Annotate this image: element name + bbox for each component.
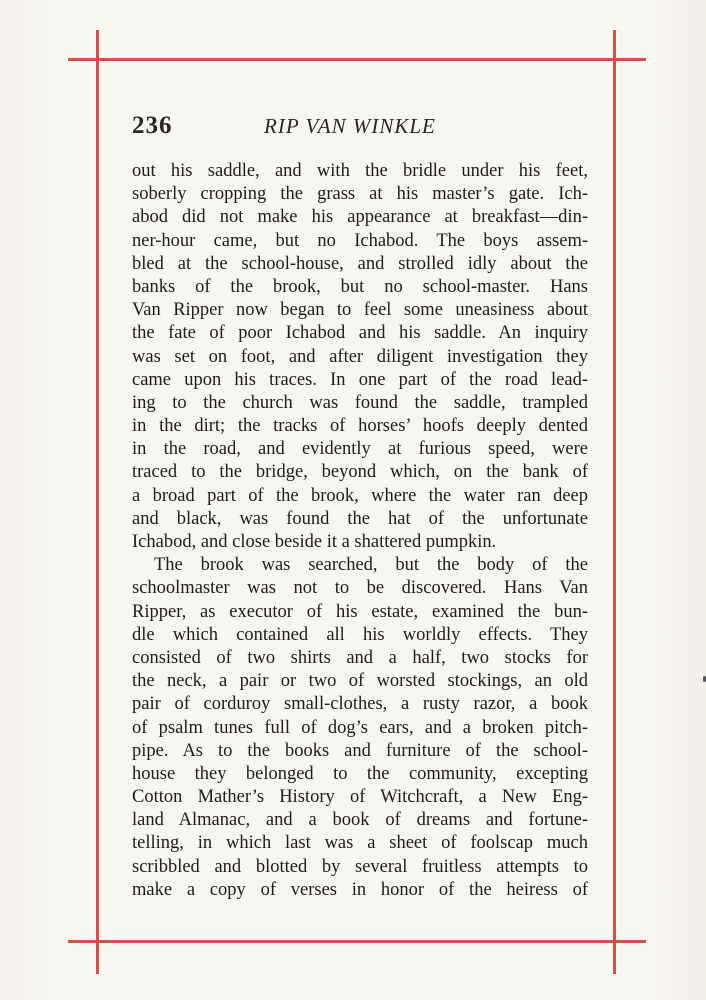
text-line: dle which contained all his worldly effects. They <box>132 624 588 645</box>
text-line: a broad part of the brook, where the water ran deep <box>132 485 588 506</box>
paragraph-2 <box>132 554 588 902</box>
running-title: RIP VAN WINKLE <box>264 114 436 138</box>
text-line: of psalm tunes full of dog’s ears, and a broken pitch- <box>132 717 588 738</box>
left-border-rule <box>96 30 99 974</box>
text-line: Ripper, as executor of his estate, examined the bun- <box>132 601 588 622</box>
text-line: Cotton Mather’s History of Witchcraft, a New Eng- <box>132 787 588 808</box>
text-line: house they belonged to the community, excepting <box>132 763 588 784</box>
text-line: the fate of poor Ichabod and his saddle. An inquiry <box>132 323 588 344</box>
text-line: land Almanac, and a book of dreams and fortune- <box>132 810 588 831</box>
text-line: in the road, and evidently at furious speed, were <box>132 439 588 460</box>
text-line: scribbled and blotted by several fruitless attempts to <box>132 856 588 877</box>
text-line: consisted of two shirts and a half, two stocks for <box>132 647 588 668</box>
text-line: out his saddle, and with the bridle under his feet, <box>132 161 588 181</box>
text-line: Van Ripper now began to feel some uneasiness about <box>132 300 588 321</box>
text-line: traced to the bridge, beyond which, on the bank of <box>132 462 588 483</box>
text-line: Ichabod, and close beside it a shattered pumpkin. <box>132 532 497 552</box>
text-line: pair of corduroy small-clothes, a rusty razor, a book <box>132 694 588 715</box>
text-line: came upon his traces. In one part of the road lead- <box>132 369 588 390</box>
text-line: telling, in which last was a sheet of foolscap much <box>132 833 588 854</box>
body-text <box>132 160 588 902</box>
text-line: ing to the church was found the saddle, trampled <box>132 392 588 413</box>
text-line: The brook was searched, but the body of the <box>154 555 588 576</box>
top-border-rule <box>68 58 646 61</box>
right-border-rule <box>613 30 616 974</box>
page-header <box>132 112 588 142</box>
paragraph-1 <box>132 160 588 554</box>
text-line: pipe. As to the books and furniture of the school- <box>132 740 588 761</box>
text-line: make a copy of verses in honor of the heiress of <box>132 879 588 900</box>
text-line: soberly cropping the grass at his master’s gate. Ich- <box>132 184 588 205</box>
page-number: 236 <box>132 112 173 139</box>
text-line: the neck, a pair or two of worsted stockings, an old <box>132 671 588 692</box>
text-line: bled at the school-house, and strolled idly about the <box>132 253 588 274</box>
text-line: was set on foot, and after diligent investigation they <box>132 346 588 367</box>
text-line: banks of the brook, but no school-master. Hans <box>132 276 588 297</box>
text-line: abod did not make his appearance at breakfast—din- <box>132 207 588 228</box>
text-line: ner-hour came, but no Ichabod. The boys assem- <box>132 230 588 251</box>
text-line: schoolmaster was not to be discovered. Hans Van <box>132 578 588 599</box>
text-line: in the dirt; the tracks of horses’ hoofs deeply dented <box>132 416 588 437</box>
bottom-border-rule <box>68 940 646 943</box>
text-line: and black, was found the hat of the unfortunate <box>132 508 588 529</box>
